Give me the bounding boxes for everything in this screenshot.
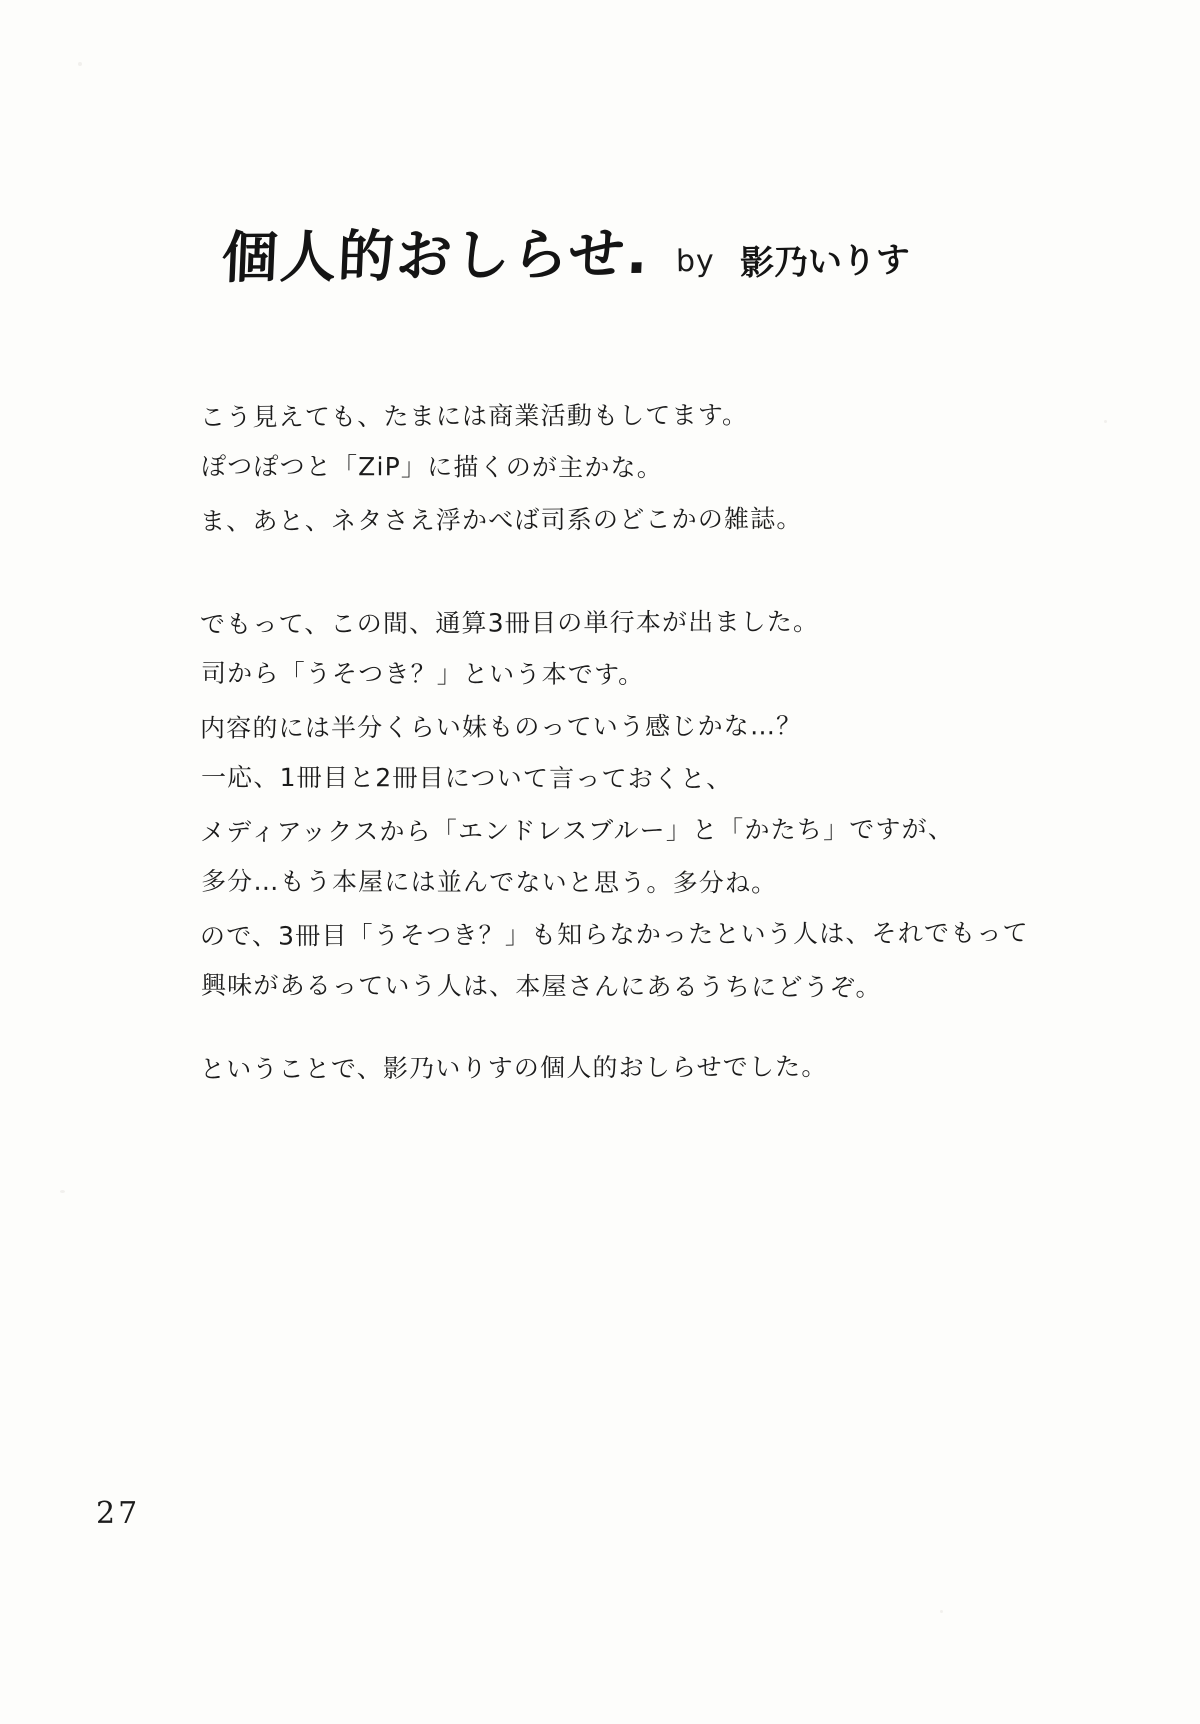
text-line: メディアックスから「エンドレスブルー」と「かたち」ですが、 [199,814,955,847]
scan-speckle [78,62,82,66]
page-number: 27 [96,1496,141,1531]
paragraph-books [199,597,1029,1013]
text-line: こう見えても、たまには商業活動もしてます。 [199,400,749,432]
text-line: 興味があるっていう人は、本屋さんにあるうちにどうぞ。 [200,970,882,1002]
text-line: ので、3冊目「うそつき？」も知らなかったという人は、それでもって [199,918,1029,951]
text-line: 内容的には半分くらい妹ものっていう感じかな…？ [199,711,803,743]
scan-speckle [1104,420,1107,423]
scan-speckle [60,1190,65,1193]
text-line: 一応、1冊目と2冊目について言っておくと、 [200,762,733,794]
page-title [220,221,911,292]
scan-speckle [940,1610,943,1613]
byline-label: by [675,243,715,280]
text-line: ということで、影乃いりすの個人的おしらせでした。 [199,1052,828,1084]
text-line: 多分…もう本屋には並んでないと思う。多分ね。 [200,866,778,898]
text-line: ぽつぽつと「ZiP」に描くのが主かな。 [200,451,663,483]
title-text: 個人的おしらせ. [220,221,652,292]
text-line: 司から「うそつき？」という本です。 [200,658,645,690]
text-line: ま、あと、ネタさえ浮かべば司系のどこかの雑誌。 [199,504,803,536]
paragraph-intro [200,390,1020,546]
text-line: でもって、この間、通算3冊目の単行本が出ました。 [199,607,820,639]
paragraph-closing [200,1042,1020,1094]
author-name: 影乃いりす [740,240,911,284]
